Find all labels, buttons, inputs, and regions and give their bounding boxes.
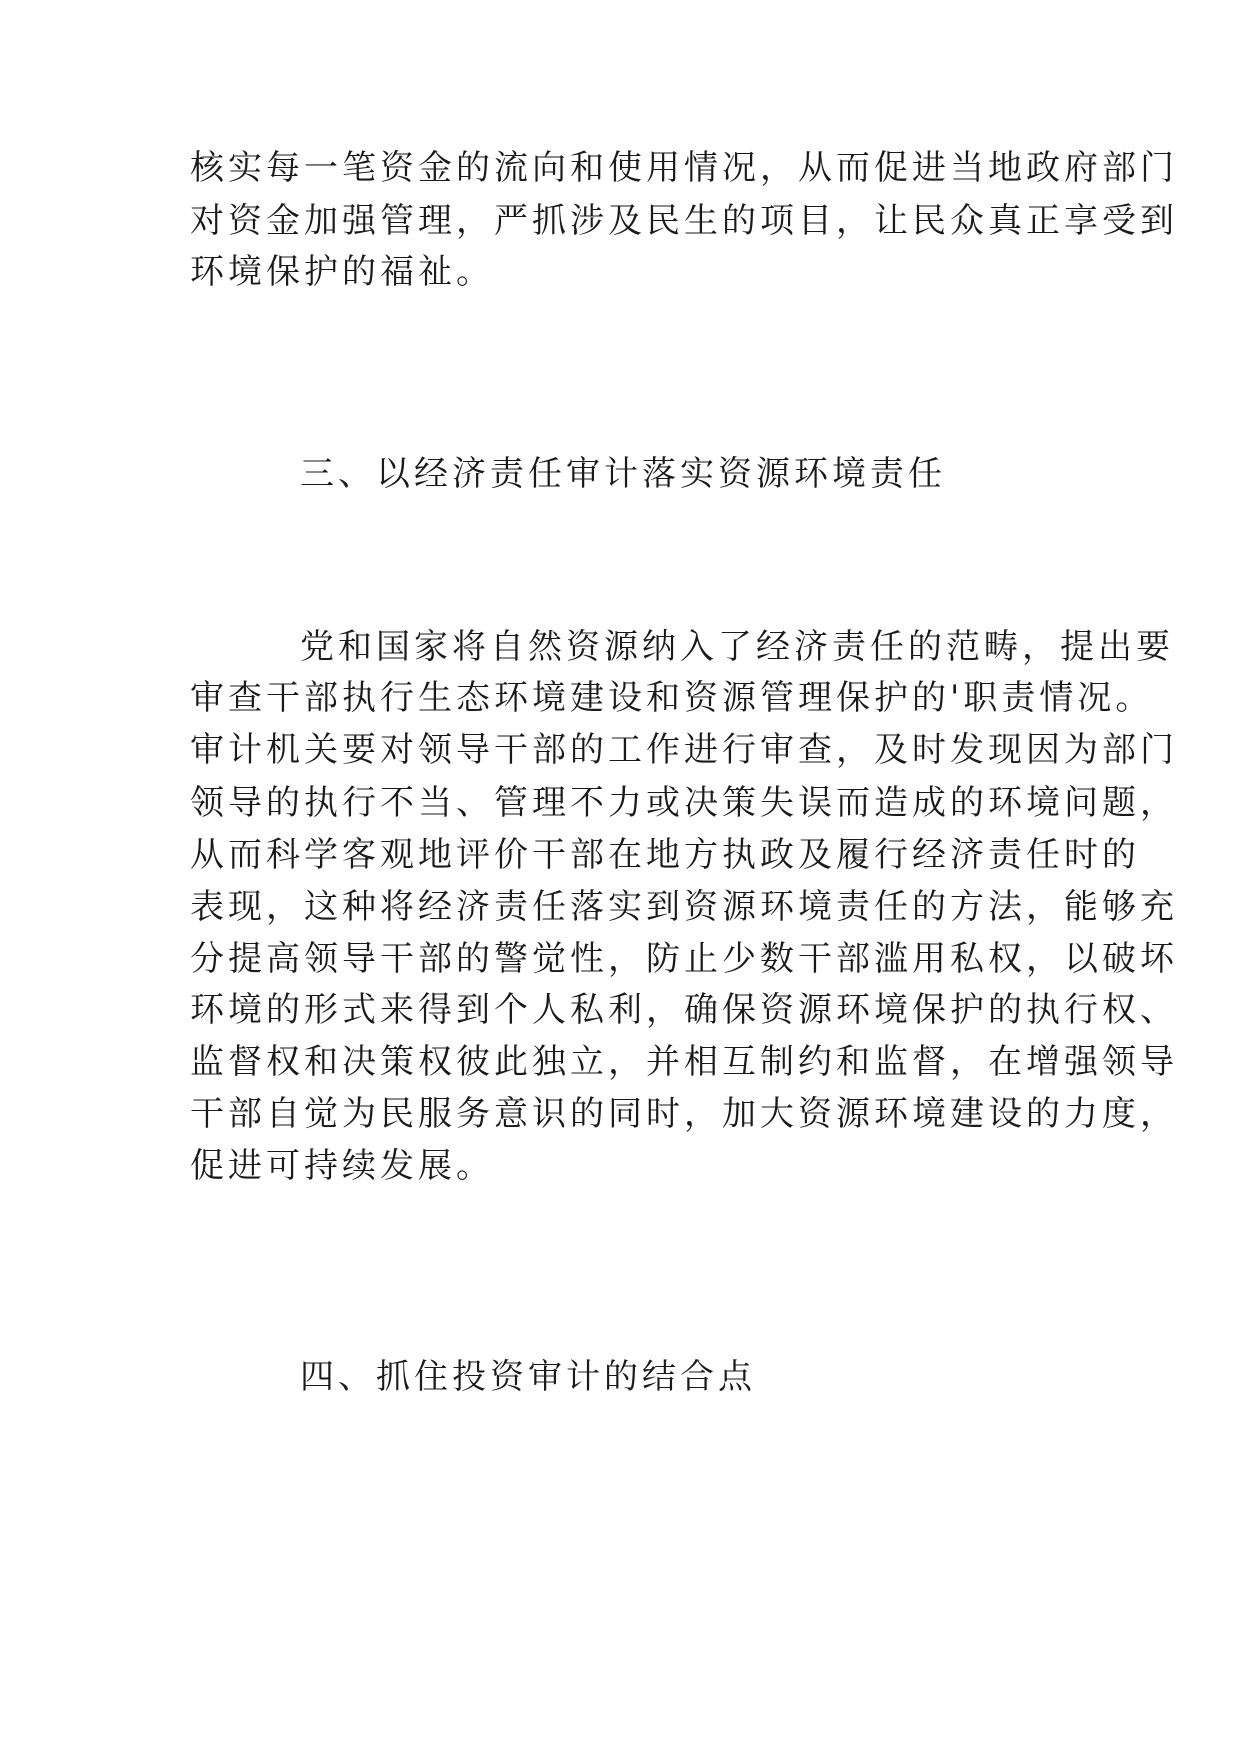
- paragraph-line: 领导的执行不当、管理不力或决策失误而造成的环境问题，: [190, 783, 1178, 823]
- paragraph-line: 环境的形式来得到个人私利，确保资源环境保护的执行权、: [190, 990, 1178, 1030]
- paragraph-line: 监督权和决策权彼此独立，并相互制约和监督，在增强领导: [190, 1042, 1178, 1082]
- paragraph-line: 党和国家将自然资源纳入了经济责任的范畴，提出要: [300, 627, 1174, 667]
- paragraph-line: 分提高领导干部的警觉性，防止少数干部滥用私权，以破坏: [190, 939, 1178, 979]
- paragraph-line: 审计机关要对领导干部的工作进行审查，及时发现因为部门: [190, 730, 1178, 770]
- paragraph-line: 环境保护的福祉。: [190, 252, 494, 292]
- paragraph-line: 表现，这种将经济责任落实到资源环境责任的方法，能够充: [190, 887, 1178, 927]
- paragraph-line: 干部自觉为民服务意识的同时，加大资源环境建设的力度，: [190, 1094, 1178, 1134]
- paragraph-line: 核实每一笔资金的流向和使用情况，从而促进当地政府部门: [190, 148, 1178, 188]
- paragraph-line: 审查干部执行生态环境建设和资源管理保护的'职责情况。: [190, 678, 1154, 718]
- paragraph-line: 从而科学客观地评价干部在地方执政及履行经济责任时的: [190, 835, 1140, 875]
- section-heading-4: 四、抓住投资审计的结合点: [300, 1357, 756, 1397]
- paragraph-line: 对资金加强管理，严抓涉及民生的项目，让民众真正享受到: [190, 201, 1178, 241]
- paragraph-line: 促进可持续发展。: [190, 1146, 494, 1186]
- section-heading-3: 三、以经济责任审计落实资源环境责任: [300, 454, 946, 494]
